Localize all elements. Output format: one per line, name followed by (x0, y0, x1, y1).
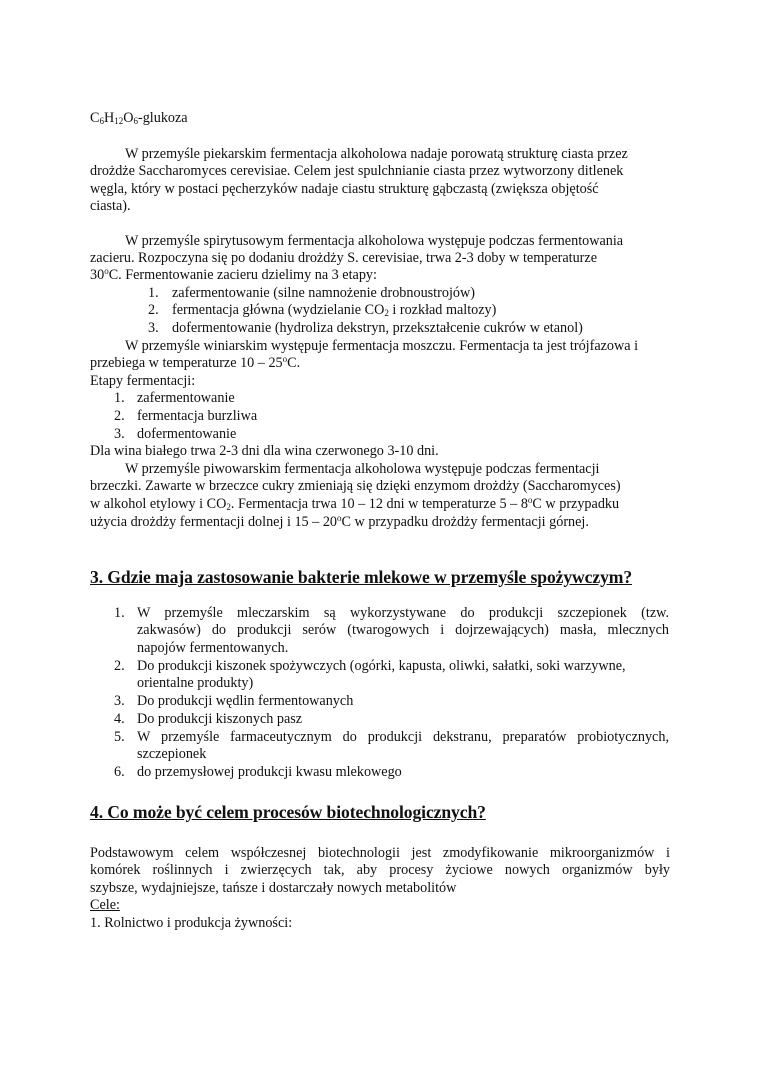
section-3-item-line: do przemysłowej produkcji kwasu mlekowego (137, 764, 402, 780)
beer-line-2: brzeczki. Zawarte w brzeczce cukry zmieniają się dzięki enzymom drożdży (Saccharomyces) (90, 478, 621, 494)
bakery-line-4: ciasta). (90, 198, 131, 214)
spirit-stage-text: zafermentowanie (silne namnożenie drobnoustrojów) (172, 285, 475, 301)
wine-line-2: przebiega w temperaturze 10 – 25$^o$C. (90, 354, 301, 371)
section-3-item-number: 5. (114, 729, 125, 745)
wine-stage-text: dofermentowanie (137, 426, 237, 442)
section-3-item-number: 3. (114, 693, 125, 709)
section-3-item-line: Do produkcji wędlin fermentowanych (137, 693, 354, 709)
wine-stage-number: 2. (114, 408, 125, 424)
wine-stage-text: fermentacja burzliwa (137, 408, 258, 424)
section-3-heading: 3. Gdzie maja zastosowanie bakterie mlekowe w przemyśle spożywczym? (90, 567, 633, 587)
spirit-stage-number: 2. (148, 302, 159, 318)
wine-stages-title: Etapy fermentacji: (90, 373, 196, 389)
glucose-formula: $C_6H_{12}O_6$-glukoza (90, 110, 188, 126)
section-3-item-line: napojów fermentowanych. (137, 640, 289, 656)
wine-stage-number: 1. (114, 390, 125, 406)
beer-line-3: w alkohol etylowy i $CO_2$. Fermentacja trwa 10 – 12 dni w temperaturze 5 – 8$^o$C w przypadku (90, 495, 620, 512)
spirit-stage-text: fermentacja główna (wydzielanie $CO_2$ i rozkład maltozy) (172, 302, 497, 318)
beer-line-4: użycia drożdży fermentacji dolnej i 15 – 20$^o$C w przypadku drożdży fermentacji górnej. (90, 513, 589, 530)
section-4-heading: 4. Co może być celem procesów biotechnologicznych? (90, 802, 486, 822)
section-3-item-number: 4. (114, 711, 125, 727)
section-3-item-line: zakwasów) do produkcji serów (twarogowych i dojrzewających) masła, mlecznych (137, 622, 669, 638)
spirit-stage-number: 3. (148, 320, 159, 336)
bakery-line-2: drożdże Saccharomyces cerevisiae. Celem jest spulchnianie ciasta przez wytworzony ditlenek (90, 163, 624, 179)
section-3-item-line: W przemyśle mleczarskim są wykorzystywane do produkcji szczepionek (tzw. (137, 605, 669, 621)
wine-duration: Dla wina białego trwa 2-3 dni dla wina czerwonego 3-10 dni. (90, 443, 439, 459)
section-3-item-line: Do produkcji kiszonych pasz (137, 711, 303, 727)
wine-line-1: W przemyśle winiarskim występuje fermentacja moszczu. Fermentacja ta jest trójfazowa i (125, 338, 639, 354)
section-3-item-line: orientalne produkty) (137, 675, 254, 691)
spirit-line-3: 30$^o$C. Fermentowanie zacieru dzielimy na 3 etapy: (90, 266, 377, 283)
bakery-line-3: węgla, który w postaci pęcherzyków nadaje ciastu strukturę gąbczastą (zwiększa objętość (90, 181, 599, 197)
section-4-para-line: Podstawowym celem współczesnej biotechnologii jest zmodyfikowanie mikroorganizmów i (90, 845, 670, 861)
section-3-item-number: 6. (114, 764, 125, 780)
wine-stage-text: zafermentowanie (137, 390, 235, 406)
beer-line-1: W przemyśle piwowarskim fermentacja alkoholowa występuje podczas fermentacji (125, 461, 600, 477)
section-4-para-line: szybsze, wydajniejsze, tańsze i dostarczały nowych metabolitów (90, 880, 457, 896)
section-3-item-number: 1. (114, 605, 125, 621)
wine-stage-number: 3. (114, 426, 125, 442)
section-3-item-number: 2. (114, 658, 125, 674)
spirit-line-1: W przemyśle spirytusowym fermentacja alkoholowa występuje podczas fermentowania (125, 233, 624, 249)
section-3-item-line: W przemyśle farmaceutycznym do produkcji dekstranu, preparatów probiotycznych, (137, 729, 669, 745)
goal-1: 1. Rolnictwo i produkcja żywności: (90, 915, 293, 931)
section-3-item-line: Do produkcji kiszonek spożywczych (ogórki, kapusta, oliwki, sałatki, soki warzywne, (137, 658, 626, 674)
section-4-para-line: komórek roślinnych i zwierzęcych tak, aby procesy życiowe nowych organizmów były (90, 862, 670, 878)
section-3-item-line: szczepionek (137, 746, 207, 762)
goals-label: Cele: (90, 897, 120, 913)
spirit-line-2: zacieru. Rozpoczyna się po dodaniu drożdży S. cerevisiae, trwa 2-3 doby w temperaturze (90, 250, 598, 266)
bakery-line-1: W przemyśle piekarskim fermentacja alkoholowa nadaje porowatą strukturę ciasta przez (125, 146, 628, 162)
spirit-stage-number: 1. (148, 285, 159, 301)
spirit-stage-text: dofermentowanie (hydroliza dekstryn, przekształcenie cukrów w etanol) (172, 320, 583, 336)
